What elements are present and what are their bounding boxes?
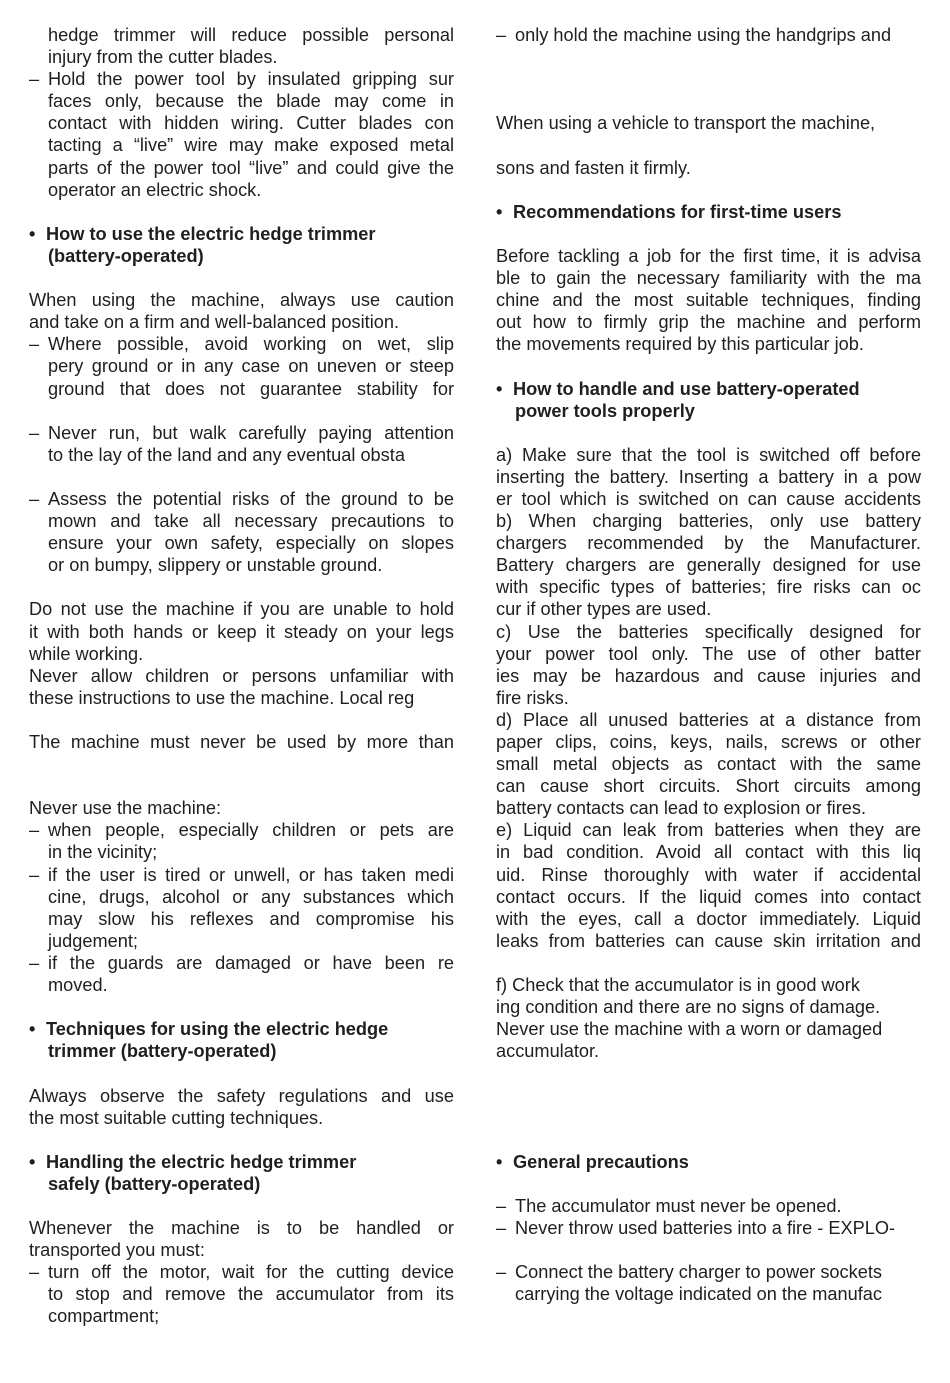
right-column [496, 24, 921, 1305]
dash-list-item [29, 1261, 454, 1283]
dash-marker: – [496, 1195, 507, 1216]
spacer [29, 201, 454, 223]
list-item-text: Assess the potential risks of the ground to be [48, 488, 454, 509]
text-line: carrying the voltage indicated on the manufac [515, 1284, 883, 1305]
list-item-text: if the guards are damaged or have been re [48, 952, 454, 973]
text-line: parts of the power tool “live” and could give the [48, 157, 454, 178]
spacer [496, 223, 921, 245]
section-heading-text: General precautions [513, 1151, 689, 1172]
text-line: ground that does not guarantee stability for [48, 378, 454, 399]
text-line: ensure your own safety, especially on slopes [48, 533, 454, 554]
spacer [496, 68, 921, 90]
section-heading-line: trimmer (battery-operated) [48, 1041, 277, 1062]
spacer [496, 1173, 921, 1195]
text-line: and take on a firm and well-balanced position. [29, 312, 400, 333]
dash-marker: – [29, 864, 40, 885]
dash-marker: – [496, 1218, 507, 1239]
spacer [29, 1195, 454, 1217]
section-heading [496, 378, 921, 400]
text-line: injury from the cutter blades. [48, 47, 278, 68]
spacer [29, 996, 454, 1018]
dash-marker: – [29, 69, 40, 90]
text-line: with specific types of batteries; fire risks can oc [496, 577, 921, 598]
text-line: transported you must: [29, 1240, 205, 1261]
text-line: Never use the machine: [29, 798, 222, 819]
text-line: paper clips, coins, keys, nails, screws or other [496, 732, 921, 752]
text-line: operator an electric shock. [48, 179, 262, 200]
spacer [29, 753, 454, 775]
bullet-marker: • [496, 1151, 503, 1172]
dash-list-item [29, 422, 454, 444]
text-line: compartment; [48, 1306, 160, 1327]
list-item-text: Hold the power tool by insulated gripping sur [48, 69, 454, 90]
dash-list-item [496, 1217, 921, 1239]
spacer [496, 179, 921, 201]
text-line: hedge trimmer will reduce possible personal [48, 25, 454, 45]
spacer [29, 576, 454, 598]
text-line: with the eyes, call a doctor immediately. Liquid [496, 908, 921, 929]
text-line: Before tackling a job for the first time, it is advisa [496, 245, 921, 266]
text-line: judgement; [48, 930, 138, 951]
text-line: to the lay of the land and any eventual obsta [48, 444, 405, 465]
text-line: Do not use the machine if you are unable to hold [29, 599, 454, 620]
text-line: while working. [29, 643, 144, 664]
spacer [29, 1129, 454, 1151]
dash-list-item [29, 864, 454, 886]
text-line: to stop and remove the accumulator from its [48, 1284, 454, 1305]
text-line: b) When charging batteries, only use battery [496, 511, 921, 532]
dash-list-item [29, 952, 454, 974]
text-line: contact occurs. If the liquid comes into contact [496, 886, 921, 907]
text-line: a) Make sure that the tool is switched off before [496, 444, 921, 465]
section-heading [29, 1018, 454, 1040]
text-line: leaks from batteries can cause skin irritation and [496, 930, 921, 951]
spacer [29, 709, 454, 731]
dash-marker: – [496, 1262, 507, 1283]
text-line: in bad condition. Avoid all contact with this liq [496, 842, 921, 863]
list-item-text: The accumulator must never be opened. [515, 1195, 842, 1216]
spacer [496, 134, 921, 156]
section-heading [496, 1151, 921, 1173]
section-heading-text: How to handle and use battery-operated [513, 378, 860, 399]
spacer [496, 1239, 921, 1261]
text-line: fire risks. [496, 687, 569, 708]
bullet-marker: • [29, 1151, 36, 1172]
spacer [496, 422, 921, 444]
spacer [496, 1129, 921, 1151]
dash-marker: – [29, 334, 40, 355]
dash-marker: – [29, 952, 40, 973]
dash-marker: – [29, 820, 40, 841]
text-line: in the vicinity; [48, 842, 158, 863]
text-line: When using a vehicle to transport the machine, [496, 113, 876, 134]
spacer [496, 355, 921, 377]
text-line: or on bumpy, slippery or unstable ground. [48, 555, 383, 576]
section-heading-text: Techniques for using the electric hedge [46, 1019, 389, 1040]
text-line: contact with hidden wiring. Cutter blades con [48, 113, 454, 134]
text-line: small metal objects as contact with the same [496, 754, 921, 775]
text-line: moved. [48, 975, 108, 996]
text-line: battery contacts can lead to explosion or fires. [496, 798, 867, 819]
dash-list-item [29, 68, 454, 90]
text-line: ies may be hazardous and cause injuries and [496, 665, 921, 686]
section-heading-text: Handling the electric hedge trimmer [46, 1151, 357, 1172]
text-line: ing condition and there are no signs of damage. [496, 997, 881, 1018]
text-line: mown and take all necessary precautions to [48, 511, 454, 532]
dash-list-item [29, 333, 454, 355]
text-line: Battery chargers are generally designed for use [496, 555, 921, 576]
text-line: it with both hands or keep it steady on your legs [29, 621, 454, 642]
text-line: er tool which is switched on can cause accidents [496, 488, 921, 509]
section-heading-line: power tools properly [515, 400, 695, 421]
text-line: Always observe the safety regulations and use [29, 1085, 454, 1106]
text-line: these instructions to use the machine. Local reg [29, 687, 415, 708]
bullet-marker: • [29, 1019, 36, 1040]
text-line: can cause short circuits. Short circuits among [496, 776, 921, 797]
spacer [496, 1107, 921, 1129]
text-line: Never allow children or persons unfamiliar with [29, 665, 454, 686]
bullet-marker: • [496, 378, 503, 399]
list-item-text: if the user is tired or unwell, or has taken medi [48, 864, 454, 885]
list-item-text: Never throw used batteries into a fire - EXPLO- [515, 1218, 896, 1239]
text-line: d) Place all unused batteries at a distance from [496, 709, 921, 730]
spacer [29, 400, 454, 422]
text-line: your power tool only. The use of other batter [496, 643, 921, 664]
text-line: accumulator. [496, 1041, 600, 1062]
section-heading-text: Recommendations for first-time users [513, 201, 842, 222]
dash-list-item [496, 1261, 921, 1283]
spacer [496, 952, 921, 974]
list-item-text: Where possible, avoid working on wet, slip [48, 334, 454, 355]
dash-list-item [496, 24, 921, 46]
dash-marker: – [29, 488, 40, 509]
spacer [29, 267, 454, 289]
section-heading-line: (battery-operated) [48, 245, 204, 266]
text-line: Never use the machine with a worn or damaged [496, 1019, 883, 1040]
text-line: chargers recommended by the Manufacturer. [496, 533, 921, 554]
spacer [496, 90, 921, 112]
list-item-text: turn off the motor, wait for the cutting device [48, 1262, 454, 1283]
text-line: f) Check that the accumulator is in good work [496, 975, 860, 996]
spacer [496, 1085, 921, 1107]
dash-list-item [29, 488, 454, 510]
text-line: uid. Rinse thoroughly with water if accidental [496, 864, 921, 885]
text-line: ble to gain the necessary familiarity with the ma [496, 268, 921, 289]
bullet-marker: • [29, 223, 36, 244]
text-line: the movements required by this particular job. [496, 334, 864, 355]
text-line: When using the machine, always use caution [29, 290, 454, 311]
dash-marker: – [29, 422, 40, 443]
dash-marker: – [496, 25, 507, 45]
spacer [29, 466, 454, 488]
text-line: The machine must never be used by more than [29, 732, 454, 752]
dash-list-item [496, 1195, 921, 1217]
text-line: cur if other types are used. [496, 599, 712, 620]
spacer [496, 46, 921, 68]
text-line: c) Use the batteries specifically designed for [496, 621, 921, 642]
text-line: pery ground or in any case on uneven or steep [48, 356, 454, 377]
text-line: e) Liquid can leak from batteries when they are [496, 820, 921, 841]
text-line: out how to firmly grip the machine and perform [496, 312, 921, 333]
bullet-marker: • [496, 201, 503, 222]
left-column [29, 24, 454, 1328]
spacer [29, 775, 454, 797]
section-heading [29, 223, 454, 245]
text-line: faces only, because the blade may come in [48, 91, 454, 112]
spacer [496, 1062, 921, 1084]
text-line: chine and the most suitable techniques, finding [496, 290, 921, 311]
text-line: the most suitable cutting techniques. [29, 1107, 324, 1128]
text-line: may slow his reflexes and compromise his [48, 908, 454, 929]
list-item-text: Never run, but walk carefully paying attention [48, 422, 454, 443]
text-line: cine, drugs, alcohol or any substances which [48, 886, 454, 907]
section-heading [496, 201, 921, 223]
list-item-text: Connect the battery charger to power sockets [515, 1262, 882, 1283]
text-line: sons and fasten it firmly. [496, 157, 691, 178]
spacer [29, 1062, 454, 1084]
section-heading-text: How to use the electric hedge trimmer [46, 223, 376, 244]
section-heading-line: safely (battery-operated) [48, 1173, 261, 1194]
list-item-text: only hold the machine using the handgrips and [515, 25, 892, 45]
section-heading [29, 1151, 454, 1173]
text-line: tacting a “live” wire may make exposed metal [48, 135, 454, 156]
text-line: Whenever the machine is to be handled or [29, 1218, 454, 1239]
dash-marker: – [29, 1262, 40, 1283]
dash-list-item [29, 819, 454, 841]
text-line: inserting the battery. Inserting a battery in a pow [496, 466, 921, 487]
list-item-text: when people, especially children or pets are [48, 820, 454, 841]
